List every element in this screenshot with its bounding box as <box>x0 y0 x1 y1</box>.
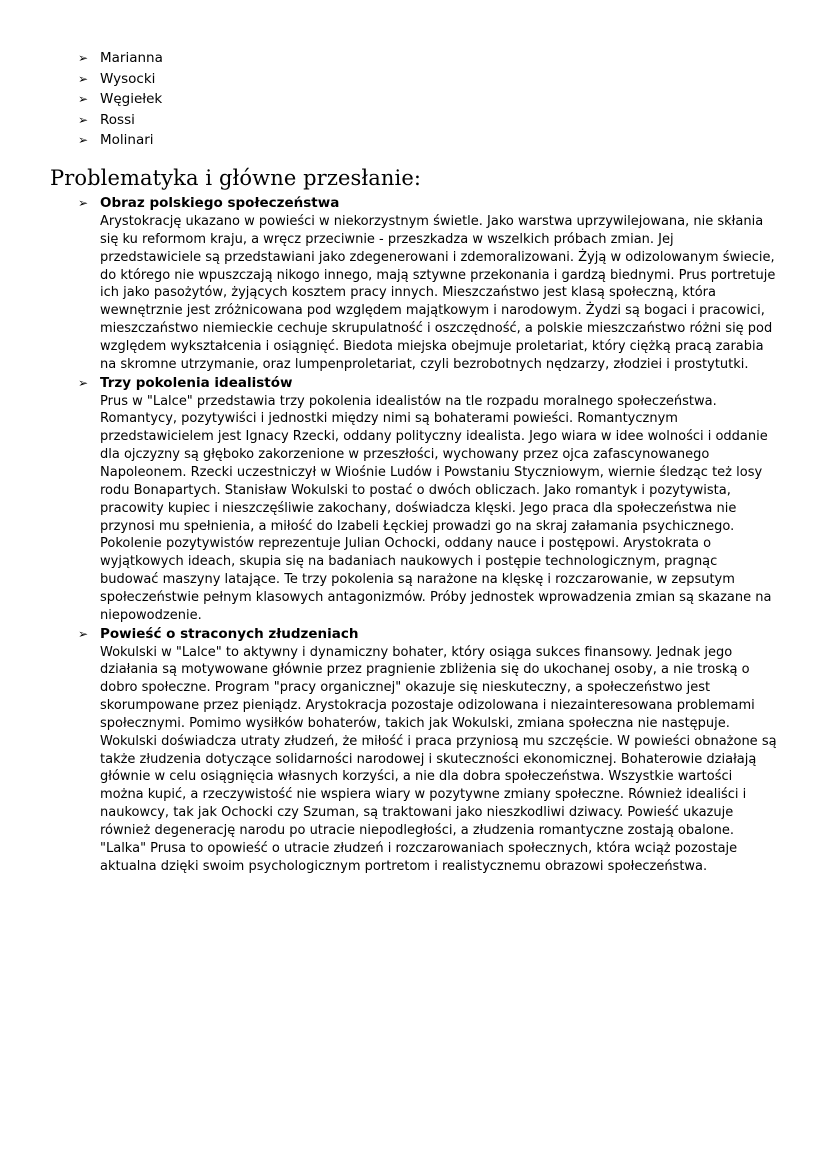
character-name: Węgiełek <box>100 91 163 107</box>
topic-heading <box>78 194 778 213</box>
arrow-bullet-icon: ➢ <box>78 112 89 127</box>
character-name: Molinari <box>100 132 154 148</box>
topic-heading <box>78 374 778 393</box>
arrow-bullet-icon: ➢ <box>78 51 89 65</box>
character-name: Wysocki <box>100 70 156 87</box>
character-name-list <box>78 48 163 151</box>
arrow-bullet-icon: ➢ <box>78 196 89 210</box>
arrow-bullet-icon: ➢ <box>78 133 89 147</box>
topic-item <box>78 194 778 374</box>
list-item <box>78 89 163 110</box>
arrow-bullet-icon: ➢ <box>78 626 89 641</box>
topic-item <box>78 625 778 876</box>
list-item <box>78 48 163 69</box>
arrow-bullet-icon: ➢ <box>78 92 89 106</box>
topic-body: Wokulski w "Lalce" to aktywny i dynamiczny bohater, który osiąga sukces finansowy. Jednak jego działania są motywowane głównie przez pragnienie zbliżenia się do ukochanej osoby, a nie troską o dobro społeczne. Program "pracy organicznej" okazuje się nieskuteczny, a społeczeństwo jest skorumpowane przez pieniądz. Arystokracja pozostaje odizolowana i niezainteresowana problemami społecznymi. Pomimo wysiłków bohaterów, takich jak Wokulski, zmiana społeczna nie następuje. Wokulski doświadcza utraty złudzeń, że miłość i praca przyniosą mu szczęście. W powieści obnażone są także złudzenia dotyczące solidarności narodowej i skuteczności ekonomicznej. Bohaterowie działają głównie w celu osiągnięcia własnych korzyści, a nie dla dobra społeczeństwa. Wszystkie wartości można kupić, a rzeczywistość nie wspiera wiary w pozytywne zmiany społeczne. Również idealiści i naukowcy, tak jak Ochocki czy Szuman, są traktowani jako nieszkodliwi dziwacy. Powieść ukazuje również degenerację narodu po utracie niepodległości, a złudzenia romantyczne zostają obalone. "Lalka" Prusa to opowieść o utracie złudzeń i rozczarowaniach społecznych, która wciąż pozostaje aktualna dzięki swoim psychologicznym portretom i realistycznemu obrazowi społeczeństwa. <box>100 644 777 874</box>
character-name: Marianna <box>100 50 163 66</box>
list-item <box>78 69 163 90</box>
topic-title: Obraz polskiego społeczeństwa <box>100 195 340 211</box>
topic-heading <box>78 625 778 644</box>
character-name: Rossi <box>100 111 135 128</box>
arrow-bullet-icon: ➢ <box>78 71 89 86</box>
topic-body: Arystokrację ukazano w powieści w niekorzystnym świetle. Jako warstwa uprzywilejowana, nie skłania się ku reformom kraju, a wręcz przeciwnie - przeszkadza w wszelkich próbach zmian. Jej przedstawiciele są przedstawiani jako zdegenerowani i zdemoralizowani. Żyją w odizolowanym świecie, do którego nie wpuszczają nikogo innego, mają sztywne przekonania i gardzą biednymi. Prus portretuje ich jako pasożytów, żyjących kosztem pracy innych. Mieszczaństwo jest klasą społeczną, która wewnętrznie jest zróżnicowana pod względem majątkowym i narodowym. Żydzi są bogaci i pracowici, mieszczaństwo niemieckie cechuje skrupulatność i oszczędność, a polskie mieszczaństwo różni się pod względem wykształcenia i osiągnięć. Biedota miejska obejmuje proletariat, który ciężką pracą zarabia na skromne utrzymanie, oraz lumpenproletariat, czyli bezrobotnych nędzarzy, złodziei i prostytutki. <box>100 214 776 372</box>
list-item <box>78 110 163 131</box>
arrow-bullet-icon: ➢ <box>78 375 89 390</box>
topic-item <box>78 374 778 625</box>
topic-body: Prus w "Lalce" przedstawia trzy pokolenia idealistów na tle rozpadu moralnego społeczeństwa. Romantycy, pozytywiści i jednostki między nimi są bohaterami powieści. Romantycznym przedstawicielem jest Ignacy Rzecki, oddany polityczny idealista. Jego wiara w idee wolności i oddanie dla ojczyzny są głęboko zakorzenione w przeszłości, wychowany przez ojca zafascynowanego Napoleonem. Rzecki uczestniczył w Wiośnie Ludów i Powstaniu Styczniowym, wiernie śledząc też losy rodu Bonapartych. Stanisław Wokulski to postać o dwóch obliczach. Jako romantyk i pozytywista, pracowity kupiec i nieszczęśliwie zakochany, doświadcza klęski. Jego praca dla społeczeństwa nie przynosi mu spełnienia, a miłość do Izabeli Łęckiej prowadzi go na skraj załamania psychicznego. Pokolenie pozytywistów reprezentuje Julian Ochocki, oddany nauce i postępowi. Arystokrata o wyjątkowych ideach, skupia się na badaniach naukowych i postępie technologicznym, pragnąc budować maszyny latające. Te trzy pokolenia są narażone na klęskę i rozczarowanie, w zepsutym społeczeństwie pełnym klasowych antagonizmów. Próby jednostek wprowadzenia zmian są skazane na niepowodzenie. <box>100 393 772 623</box>
topics-list <box>78 194 778 876</box>
list-item <box>78 130 163 151</box>
section-title: Problematyka i główne przesłanie: <box>50 166 422 190</box>
topic-title: Trzy pokolenia idealistów <box>100 374 293 391</box>
topic-title: Powieść o straconych złudzeniach <box>100 625 359 642</box>
